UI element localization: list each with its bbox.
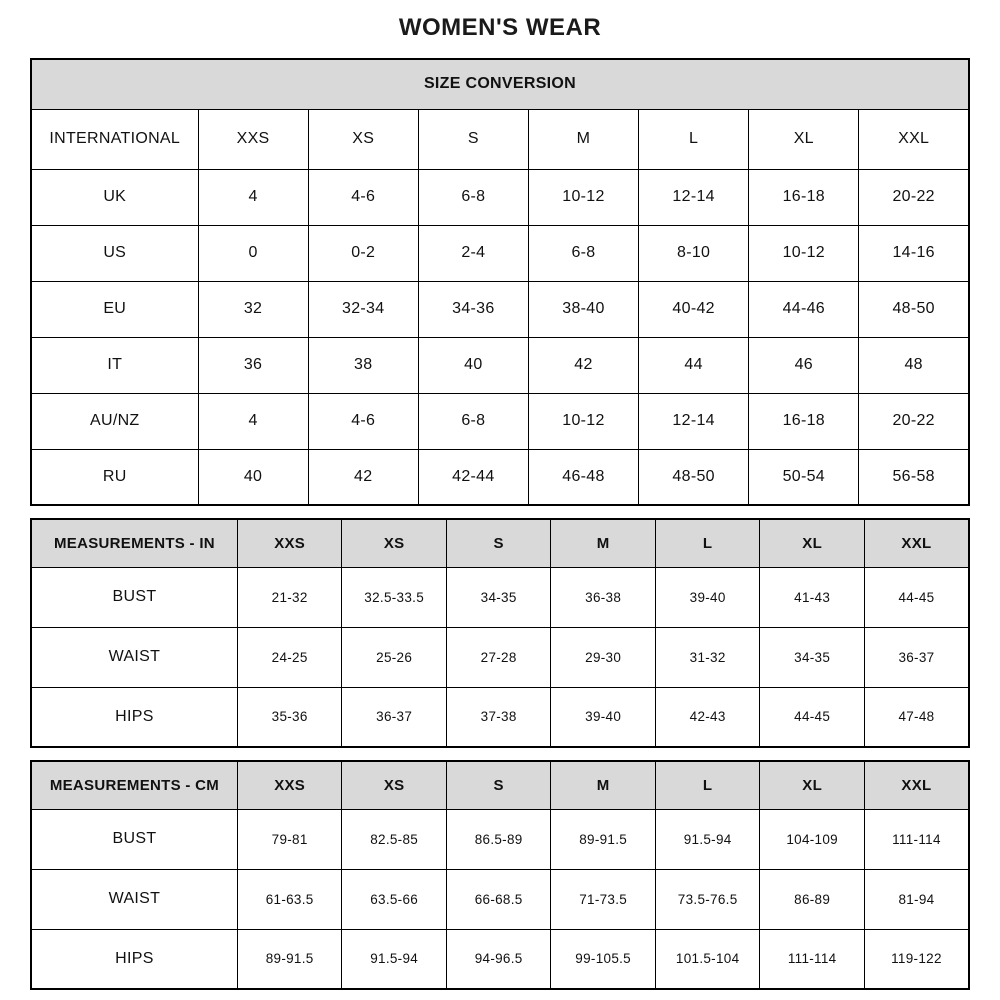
header-cell: S <box>418 109 528 169</box>
data-cell: 66-68.5 <box>446 869 551 929</box>
size-conversion-title: SIZE CONVERSION <box>31 59 969 109</box>
header-cell: S <box>446 761 551 809</box>
data-cell: 36-38 <box>551 567 656 627</box>
row-label: BUST <box>31 567 237 627</box>
data-cell: 111-114 <box>760 929 865 989</box>
data-cell: 14-16 <box>859 225 969 281</box>
data-cell: 40 <box>198 449 308 505</box>
data-cell: 41-43 <box>760 567 865 627</box>
header-cell: INTERNATIONAL <box>31 109 198 169</box>
data-cell: 36-37 <box>342 687 447 747</box>
data-cell: 73.5-76.5 <box>655 869 760 929</box>
header-cell: XXS <box>237 761 342 809</box>
data-cell: 101.5-104 <box>655 929 760 989</box>
data-cell: 10-12 <box>528 169 638 225</box>
data-cell: 63.5-66 <box>342 869 447 929</box>
data-cell: 81-94 <box>864 869 969 929</box>
data-cell: 31-32 <box>655 627 760 687</box>
data-cell: 34-36 <box>418 281 528 337</box>
row-label: BUST <box>31 809 237 869</box>
data-cell: 8-10 <box>639 225 749 281</box>
data-cell: 6-8 <box>528 225 638 281</box>
data-cell: 24-25 <box>237 627 342 687</box>
page-title: WOMEN'S WEAR <box>398 14 602 41</box>
data-cell: 12-14 <box>639 393 749 449</box>
data-cell: 42-44 <box>418 449 528 505</box>
data-cell: 50-54 <box>749 449 859 505</box>
data-cell: 34-35 <box>446 567 551 627</box>
header-cell: XXS <box>237 519 342 567</box>
data-cell: 37-38 <box>446 687 551 747</box>
data-cell: 48-50 <box>859 281 969 337</box>
header-cell: XL <box>760 761 865 809</box>
data-cell: 111-114 <box>864 809 969 869</box>
data-cell: 0-2 <box>308 225 418 281</box>
data-cell: 86.5-89 <box>446 809 551 869</box>
data-cell: 82.5-85 <box>342 809 447 869</box>
data-cell: 39-40 <box>551 687 656 747</box>
header-cell: M <box>528 109 638 169</box>
data-cell: 104-109 <box>760 809 865 869</box>
header-cell: XL <box>760 519 865 567</box>
size-conversion-table <box>30 58 970 506</box>
header-cell: MEASUREMENTS - IN <box>31 519 237 567</box>
data-cell: 27-28 <box>446 627 551 687</box>
header-cell: S <box>446 519 551 567</box>
data-cell: 10-12 <box>749 225 859 281</box>
header-cell: XL <box>749 109 859 169</box>
data-cell: 20-22 <box>859 393 969 449</box>
header-cell: M <box>551 519 656 567</box>
header-cell: XS <box>308 109 418 169</box>
data-cell: 6-8 <box>418 169 528 225</box>
data-cell: 46-48 <box>528 449 638 505</box>
data-cell: 40 <box>418 337 528 393</box>
row-label: US <box>31 225 198 281</box>
data-cell: 42-43 <box>655 687 760 747</box>
data-cell: 56-58 <box>859 449 969 505</box>
data-cell: 44-46 <box>749 281 859 337</box>
header-cell: XS <box>342 761 447 809</box>
measurements-in-table <box>30 518 970 748</box>
row-label: IT <box>31 337 198 393</box>
data-cell: 4-6 <box>308 393 418 449</box>
data-cell: 44 <box>639 337 749 393</box>
data-cell: 4-6 <box>308 169 418 225</box>
row-label: WAIST <box>31 627 237 687</box>
data-cell: 91.5-94 <box>655 809 760 869</box>
row-label: RU <box>31 449 198 505</box>
row-label: WAIST <box>31 869 237 929</box>
data-cell: 34-35 <box>760 627 865 687</box>
header-cell: XXL <box>864 519 969 567</box>
data-cell: 44-45 <box>760 687 865 747</box>
header-cell: XXL <box>859 109 969 169</box>
data-cell: 48-50 <box>639 449 749 505</box>
data-cell: 32 <box>198 281 308 337</box>
data-cell: 4 <box>198 393 308 449</box>
data-cell: 91.5-94 <box>342 929 447 989</box>
row-label: AU/NZ <box>31 393 198 449</box>
data-cell: 36 <box>198 337 308 393</box>
data-cell: 61-63.5 <box>237 869 342 929</box>
data-cell: 39-40 <box>655 567 760 627</box>
data-cell: 42 <box>528 337 638 393</box>
data-cell: 40-42 <box>639 281 749 337</box>
data-cell: 32-34 <box>308 281 418 337</box>
data-cell: 6-8 <box>418 393 528 449</box>
header-cell: XXL <box>864 761 969 809</box>
row-label: HIPS <box>31 687 237 747</box>
data-cell: 71-73.5 <box>551 869 656 929</box>
measurements-cm-table <box>30 760 970 990</box>
data-cell: 47-48 <box>864 687 969 747</box>
data-cell: 32.5-33.5 <box>342 567 447 627</box>
data-cell: 35-36 <box>237 687 342 747</box>
data-cell: 99-105.5 <box>551 929 656 989</box>
data-cell: 29-30 <box>551 627 656 687</box>
data-cell: 4 <box>198 169 308 225</box>
header-cell: XS <box>342 519 447 567</box>
data-cell: 89-91.5 <box>551 809 656 869</box>
row-label: EU <box>31 281 198 337</box>
data-cell: 16-18 <box>749 169 859 225</box>
data-cell: 16-18 <box>749 393 859 449</box>
header-cell: L <box>655 761 760 809</box>
data-cell: 46 <box>749 337 859 393</box>
data-cell: 119-122 <box>864 929 969 989</box>
data-cell: 21-32 <box>237 567 342 627</box>
data-cell: 0 <box>198 225 308 281</box>
data-cell: 42 <box>308 449 418 505</box>
header-cell: L <box>639 109 749 169</box>
data-cell: 38-40 <box>528 281 638 337</box>
data-cell: 2-4 <box>418 225 528 281</box>
data-cell: 86-89 <box>760 869 865 929</box>
data-cell: 48 <box>859 337 969 393</box>
data-cell: 44-45 <box>864 567 969 627</box>
data-cell: 94-96.5 <box>446 929 551 989</box>
data-cell: 79-81 <box>237 809 342 869</box>
data-cell: 38 <box>308 337 418 393</box>
data-cell: 10-12 <box>528 393 638 449</box>
data-cell: 25-26 <box>342 627 447 687</box>
size-chart-page <box>0 14 1000 990</box>
row-label: UK <box>31 169 198 225</box>
data-cell: 12-14 <box>639 169 749 225</box>
header-cell: MEASUREMENTS - CM <box>31 761 237 809</box>
data-cell: 36-37 <box>864 627 969 687</box>
data-cell: 89-91.5 <box>237 929 342 989</box>
data-cell: 20-22 <box>859 169 969 225</box>
header-cell: XXS <box>198 109 308 169</box>
header-cell: M <box>551 761 656 809</box>
header-cell: L <box>655 519 760 567</box>
row-label: HIPS <box>31 929 237 989</box>
